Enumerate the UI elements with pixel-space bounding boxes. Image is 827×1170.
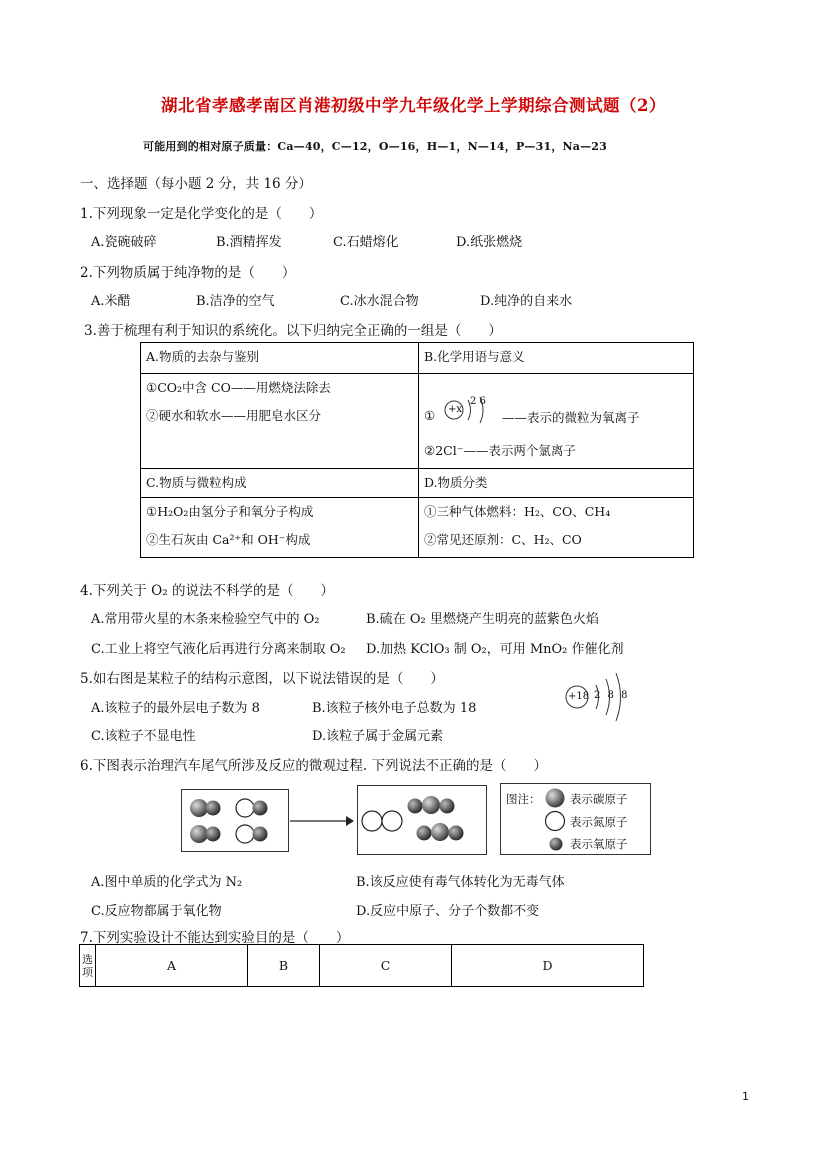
- q3-c-heading: C.物质与微粒构成: [146, 475, 247, 490]
- q3-d-heading: D.物质分类: [424, 475, 488, 490]
- q3-d-item-2: ②常见还原剂：C、H₂、CO: [424, 532, 582, 547]
- q5-option-d: D.该粒子属于金属元素: [312, 729, 444, 744]
- reactants-box: [181, 789, 289, 852]
- q2-option-a: A.米醋: [91, 294, 131, 309]
- q6-option-c: C.反应物都属于氧化物: [91, 904, 222, 919]
- q2-option-d: D.纯净的自来水: [480, 294, 573, 309]
- q3-summary-table: [140, 342, 694, 558]
- q5-option-a: A.该粒子的最外层电子数为 8: [91, 701, 260, 716]
- q3-a-heading: A.物质的去杂与鉴别: [146, 349, 260, 364]
- page-title: 湖北省孝感孝南区肖港初级中学九年级化学上学期综合测试题（2）: [161, 96, 666, 115]
- q3-d-item-1: ①三种气体燃料：H₂、CO、CH₄: [424, 504, 611, 519]
- product-molecules-icon: [358, 786, 485, 853]
- q7-header-a: A: [96, 945, 248, 987]
- q3-b-item-2: ②2Cl⁻——表示两个氯离子: [424, 443, 576, 458]
- question-5-stem: 5.如右图是某粒子的结构示意图，以下说法错误的是（ ）: [80, 671, 444, 687]
- legend-carbon: 表示碳原子: [570, 792, 628, 806]
- oxygen-atom-icon: [548, 836, 564, 852]
- question-7-stem: 7.下列实验设计不能达到实验目的是（ ）: [80, 930, 350, 946]
- q4-option-d: D.加热 KClO₃ 制 O₂，可用 MnO₂ 作催化剂: [366, 642, 624, 657]
- q2-option-b: B.洁净的空气: [196, 294, 275, 309]
- q6-option-d: D.反应中原子、分子个数都不变: [356, 904, 540, 919]
- q3-b-heading: B.化学用语与意义: [424, 349, 525, 364]
- question-4-stem: 4.下列关于 O₂ 的说法不科学的是（ ）: [80, 583, 334, 599]
- q1-option-c: C.石蜡熔化: [333, 235, 399, 250]
- q6-option-b: B.该反应使有毒气体转化为无毒气体: [356, 875, 565, 890]
- q3-b-item-1-shells: 2 6: [470, 396, 486, 407]
- section-heading: 一、选择题（每小题 2 分，共 16 分）: [80, 176, 312, 192]
- q7-header-b: B: [248, 945, 320, 987]
- q3-c-item-1: ①H₂O₂由氢分子和氧分子构成: [146, 504, 314, 519]
- products-box: [357, 785, 487, 855]
- q6-option-a: A.图中单质的化学式为 N₂: [91, 875, 243, 890]
- q1-option-b: B.酒精挥发: [216, 235, 282, 250]
- question-1-stem: 1.下列现象一定是化学变化的是（ ）: [80, 206, 323, 222]
- question-3-stem: 3.善于梳理有利于知识的系统化。以下归纳完全正确的一组是（ ）: [84, 323, 502, 339]
- q5-option-c: C.该粒子不显电性: [91, 729, 196, 744]
- q5-shells-label: 2 8 8: [594, 690, 630, 701]
- q4-option-c: C.工业上将空气液化后再进行分离来制取 O₂: [91, 642, 346, 657]
- q1-option-d: D.纸张燃烧: [456, 235, 523, 250]
- nitrogen-atom-icon: [544, 810, 566, 832]
- q5-option-b: B.该粒子核外电子总数为 18: [312, 701, 477, 716]
- legend-nitrogen: 表示氮原子: [570, 815, 628, 829]
- q2-option-c: C.冰水混合物: [340, 294, 419, 309]
- q5-nucleus-label: +18: [568, 691, 590, 702]
- q3-b-item-1-prefix: ①: [424, 408, 436, 423]
- legend-label: 图注：: [506, 792, 541, 806]
- q7-header-d: D: [452, 945, 644, 987]
- atomic-masses: 可能用到的相对原子质量：Ca—40，C—12，O—16，H—1，N—14，P—31，Na—23: [143, 140, 608, 153]
- reaction-arrow-icon: [290, 815, 354, 827]
- q7-header-c: C: [320, 945, 452, 987]
- page-number: 1: [742, 1090, 749, 1103]
- legend-oxygen: 表示氧原子: [570, 837, 628, 851]
- question-6-stem: 6.下图表示治理汽车尾气所涉及反应的微观过程. 下列说法不正确的是（ ）: [80, 758, 547, 774]
- q4-option-b: B.硫在 O₂ 里燃烧产生明亮的蓝紫色火焰: [366, 612, 599, 627]
- q3-b-item-1-nucleus: +x: [448, 404, 463, 415]
- q3-a-item-2: ②硬水和软水——用肥皂水区分: [146, 408, 322, 423]
- q3-a-item-1: ①CO₂中含 CO——用燃烧法除去: [146, 380, 331, 395]
- carbon-atom-icon: [544, 787, 566, 809]
- q4-option-a: A.常用带火星的木条来检验空气中的 O₂: [91, 612, 320, 627]
- q7-header-option: 选项: [80, 945, 96, 987]
- reactant-molecules-icon: [182, 790, 287, 850]
- q7-options-table: [79, 944, 644, 987]
- argon-atom-structure-diagram: [560, 655, 640, 735]
- question-2-stem: 2.下列物质属于纯净物的是（ ）: [80, 265, 296, 281]
- q3-b-item-1-text: ——表示的微粒为氧离子: [502, 410, 640, 425]
- legend-box: [500, 783, 651, 855]
- q3-c-item-2: ②生石灰由 Ca²⁺和 OH⁻构成: [146, 532, 311, 547]
- q1-option-a: A.瓷碗破碎: [91, 235, 157, 250]
